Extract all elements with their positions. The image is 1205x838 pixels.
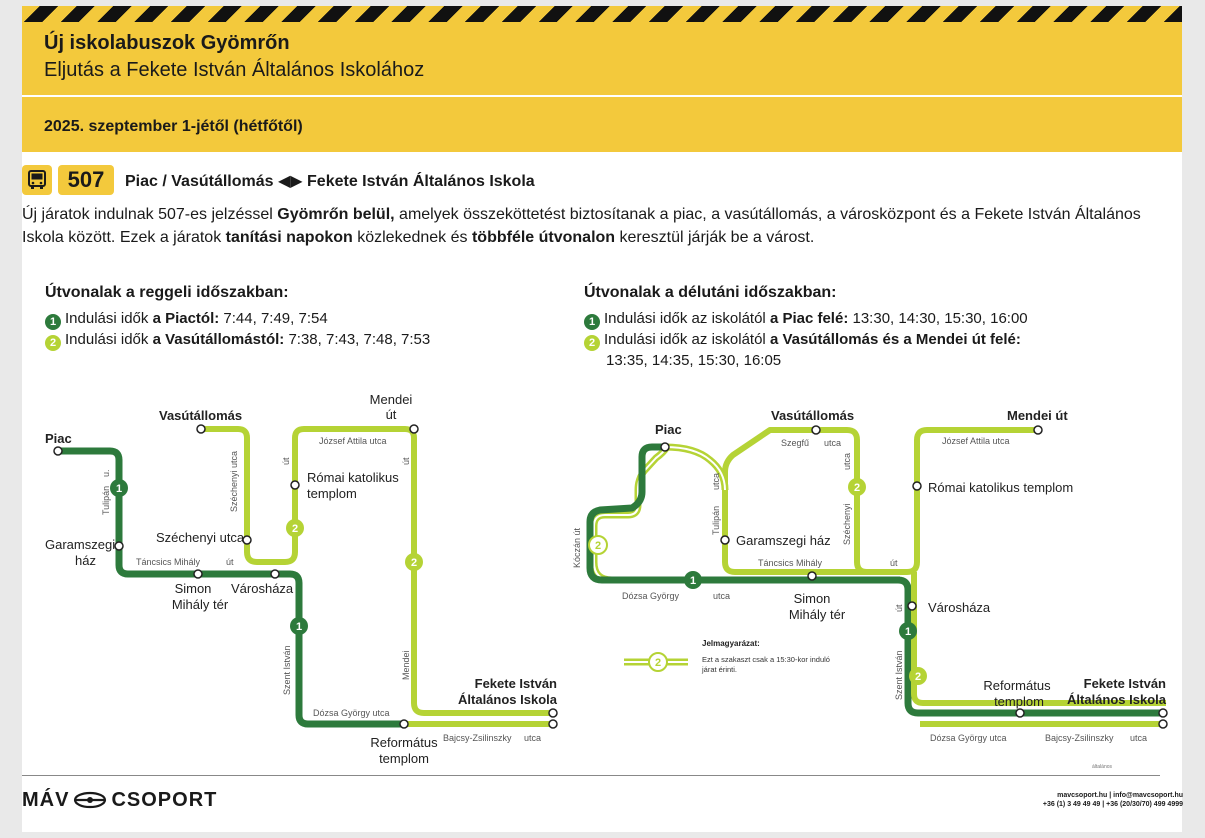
route-1-badge: 1 [45,314,61,330]
map-badge-1 [684,571,702,589]
stop-marker [1016,709,1024,717]
afternoon-heading: Útvonalak a délutáni időszakban: [584,284,837,301]
poster-subtitle: Eljutás a Fekete István Általános Iskolához [44,59,425,81]
morning-r1-label: Indulási idők [65,310,153,327]
logo-csoport: CSOPORT [111,789,218,811]
street-ut: út [890,558,898,568]
map-badge-2 [589,536,607,554]
afternoon-r1-times: 13:30, 14:30, 15:30, 16:00 [848,310,1028,327]
stop-garamszegi-2: ház [75,553,96,568]
route-title: Piac / Vasútállomás ◀▶ Fekete István Általános Iskola [125,173,535,190]
stop-vasutallomas: Vasútállomás [159,408,243,423]
street-jozsef-attila: József Attila utca [319,436,387,446]
afternoon-route-map [560,0,1200,780]
street-dozsa-2: Dózsa György utca [930,733,1007,743]
morning-r1-times: 7:44, 7:49, 7:54 [219,310,328,327]
map-badge-1 [110,479,128,497]
poster-title: Új iskolabuszok Gyömrőn [44,32,290,54]
afternoon-route-2-line [725,430,867,572]
street-utca: utca [1130,733,1148,743]
stop-romai: Római katolikus templom [928,480,1074,495]
street-utca: utca [229,450,239,468]
contact-info [1043,791,1183,809]
map-badge-1 [899,622,917,640]
afternoon-r2-times: 13:35, 14:35, 15:30, 16:05 [606,352,782,369]
map-badge-2 [909,667,927,685]
map-badge-2 [286,519,304,537]
stop-marker [908,602,916,610]
svg-text:2: 2 [914,671,922,683]
street-bajcsy: Bajcsy-Zsilinszky [443,733,512,743]
stop-fekete-2: Általános Iskola [1067,692,1166,707]
svg-text:1: 1 [115,483,123,495]
street-utca: utca [713,591,731,601]
map-legend [624,639,830,674]
street-szent-istvan: Szent István [282,645,292,695]
street-u: u. [101,469,111,477]
intro-text-2: amelyek összeköttetést biztosítanak a piac, a vasútállomás, a városközpont és a Fekete István Általános Iskola között. Ezek a járatok [22,206,1141,246]
stop-simon-2: Mihály tér [171,597,229,612]
start-date: 2025. szeptember 1-jétől (hétfőtől) [44,118,303,135]
stop-varoshaza: Városháza [928,600,991,615]
route-number: 507 [58,165,114,195]
stop-szechenyi: Széchenyi utca [156,530,245,545]
stop-marker [243,536,251,544]
stop-simon-2: Mihály tér [788,607,846,622]
intro-text-1: Új járatok indulnak 507-es jelzéssel [22,206,278,223]
tiny-note: általános [1092,764,1113,770]
stop-marker [197,425,205,433]
stop-reformatus-1: Református [370,735,438,750]
route-2-badge: 2 [584,335,600,351]
street-jozsef-attila: József Attila utca [942,436,1010,446]
stop-marker [410,425,418,433]
street-koczan: Kóczán út [572,527,582,568]
afternoon-r1-destination: a Piac felé: [769,310,849,327]
legend-text-1: Ezt a szakaszt csak a 15:30-kor induló [702,655,830,664]
intro-text-3: közlekednek és [352,229,472,246]
street-ut: út [401,457,411,465]
stop-marker [54,447,62,455]
stop-simon-1: Simon [793,591,831,606]
stop-piac: Piac [45,431,72,446]
stop-marker [913,482,921,490]
street-szechenyi: Széchenyi [842,503,852,545]
street-utca: utca [842,452,852,470]
street-dozsa: Dózsa György [622,591,680,601]
stop-reformatus-2: templom [994,694,1044,709]
stop-marker [661,443,669,451]
intro-bold-2: tanítási napokon [225,229,353,246]
mav-logo-icon [73,791,107,815]
street-tancsics: Táncsics Mihály [136,557,201,567]
street-szent-istvan: Szent István [894,650,904,700]
stop-varoshaza: Városháza [231,581,294,596]
legend-text-2: járat érinti. [702,665,738,674]
street-mendei: Mendei [401,650,411,680]
street-ut: út [894,604,904,612]
footer-divider [22,775,1160,776]
route-1-badge: 1 [584,314,600,330]
stop-marker [400,720,408,728]
stop-piac: Piac [655,422,682,437]
stop-marker [271,570,279,578]
morning-route-map [0,0,600,780]
morning-r1-origin: a Piactól: [152,310,220,327]
stop-marker [115,542,123,550]
stop-marker [808,572,816,580]
street-utca: utca [824,438,842,448]
street-tulipan: Tulipán [101,485,111,515]
svg-text:2: 2 [853,482,861,494]
stop-marker [1159,720,1167,728]
street-dozsa: Dózsa György utca [313,708,390,718]
contact-web-email: mavcsoport.hu | info@mavcsoport.hu [1057,792,1183,799]
stop-mendei-ut: Mendei út [1007,408,1068,423]
stop-marker [812,426,820,434]
map-badge-2 [405,553,423,571]
morning-heading: Útvonalak a reggeli időszakban: [45,284,289,301]
stop-marker [549,720,557,728]
mav-logo [22,789,217,815]
street-szegfu: Szegfű [781,438,810,448]
street-utca: utca [524,733,542,743]
afternoon-r1-label: Indulási idők az iskolától [604,310,770,327]
street-szechenyi: Széchenyi [229,470,239,512]
morning-r2-times: 7:38, 7:43, 7:48, 7:53 [284,331,431,348]
afternoon-r2-label: Indulási idők az iskolától [604,331,770,348]
map-badge-2 [848,478,866,496]
street-bajcsy: Bajcsy-Zsilinszky [1045,733,1114,743]
stop-mendei-1: Mendei [369,392,413,407]
afternoon-route-2-line [857,430,1038,572]
route-2-badge: 2 [45,335,61,351]
stop-simon-1: Simon [174,581,212,596]
stop-marker [1159,709,1167,717]
intro-bold-1: Gyömrőn belül, [277,206,395,223]
stop-reformatus-1: Református [983,678,1051,693]
svg-text:2: 2 [291,523,299,535]
street-tancsics: Táncsics Mihály [758,558,823,568]
logo-mav: MÁV [22,789,70,811]
stop-fekete-1: Fekete István [1083,676,1166,691]
svg-text:2: 2 [654,657,662,669]
stop-romai-1: Római katolikus [307,470,399,485]
svg-text:1: 1 [904,626,912,638]
morning-r2-label: Indulási idők [65,331,153,348]
stop-romai-2: templom [307,486,357,501]
street-ut: út [281,457,291,465]
stop-reformatus-2: templom [379,751,429,766]
svg-text:2: 2 [410,557,418,569]
stop-marker [1034,426,1042,434]
afternoon-r2-destination: a Vasútállomás és a Mendei út felé: [769,331,1021,348]
contact-phone: +36 (1) 3 49 49 49 | +36 (20/30/70) 499 4999 [1042,801,1183,808]
stop-marker [194,570,202,578]
stop-marker [721,536,729,544]
svg-text:1: 1 [295,621,303,633]
street-ut: út [226,557,234,567]
stop-garamszegi: Garamszegi ház [736,533,831,548]
svg-text:2: 2 [594,540,602,552]
stop-garamszegi-1: Garamszegi [45,537,116,552]
intro-bold-3: többféle útvonalon [471,229,616,246]
street-tulipan: Tulipán [711,505,721,535]
morning-r2-origin: a Vasútállomástól: [152,331,285,348]
stop-mendei-2: út [385,407,397,422]
stop-fekete-1: Fekete István [474,676,557,691]
map-badge-1 [290,617,308,635]
stop-fekete-2: Általános Iskola [458,692,557,707]
stop-marker [291,481,299,489]
stop-vasutallomas: Vasútállomás [771,408,855,423]
legend-title: Jelmagyarázat: [702,639,760,648]
street-utca: utca [711,472,721,490]
svg-text:1: 1 [689,575,697,587]
stop-marker [549,709,557,717]
intro-text-4: keresztül járják be a várost. [615,229,815,246]
